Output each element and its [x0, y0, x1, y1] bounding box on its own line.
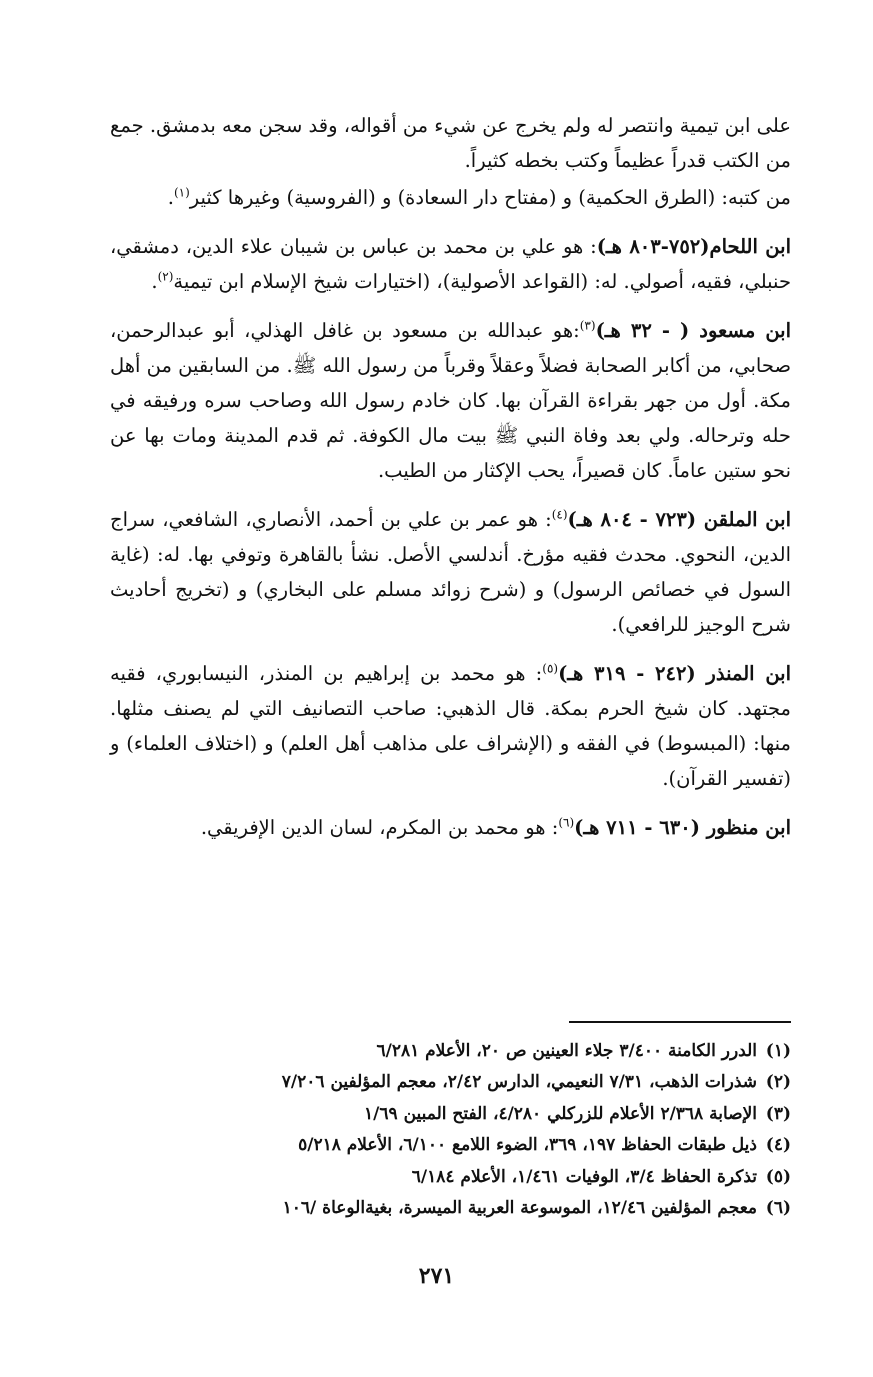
footnote-number: (٣) [765, 1103, 791, 1124]
entry-paragraph [110, 656, 791, 796]
entry-end: . [151, 270, 158, 293]
entry-text: : هو محمد بن المكرم، لسان الدين الإفريقي. [200, 816, 559, 839]
entry-text: : هو محمد بن إبراهيم بن المنذر، النيسابوري، فقيه مجتهد. كان شيخ الحرم بمكة. قال الذهبي: صاحب التصانيف التي لم يصنف مثلها. منها: (المبسوط) في الفقه و (الإشراف على مذاهب أهل العلم) و (اختلاف العلماء) و (تفسير القرآن). [110, 662, 791, 790]
footnote-number: (٦) [765, 1198, 791, 1219]
footnote-ref: (٦) [558, 815, 575, 830]
footnote-ref: (٥) [542, 661, 559, 676]
continuation-text: على ابن تيمية وانتصر له ولم يخرج عن شيء من أقواله، وقد سجن معه بدمشق. جمع من الكتب قدراً عظيماً وكتب بخطه كثيراً. [109, 114, 791, 172]
entry-headword: ابن مسعود ( - ٣٢ هـ) [595, 319, 792, 342]
footnote-ref: (١) [173, 185, 190, 200]
entry-text: : هو عمر بن علي بن أحمد، الأنصاري، الشافعي، سراج الدين، النحوي. محدث فقيه مؤرخ. أندلسي الأصل. نشأ بالقاهرة وتوفي بها. له: (غاية السول في خصائص الرسول) و (شرح زوائد مسلم على البخاري) و (تخريج أحاديث شرح الوجيز للرافعي). [110, 508, 791, 636]
footnote-text: تذكرة الحفاظ ٣/٤، الوفيات ١/٤٦١، الأعلام ٦/١٨٤ [411, 1166, 757, 1187]
footnote-divider [569, 1021, 791, 1023]
footnote-ref: (٣) [579, 318, 596, 333]
footnote [110, 1193, 791, 1224]
entry-text: :هو عبدالله بن مسعود بن غافل الهذلي، أبو عبدالرحمن، صحابي، من أكابر الصحابة فضلاً وعقلاً وقرباً من رسول الله ﷺ. من السابقين من أهل مكة. أول من جهر بقراءة القرآن بها. كان خادم رسول الله وصاحب سره ورفيقه في حله وترحاله. ولي بعد وفاة النبي ﷺ بيت مال الكوفة. ثم قدم المدينة ومات بها عن نحو ستين عاماً. كان قصيراً، يحب الإكثار من الطيب. [110, 319, 791, 482]
entry-text: : هو علي بن محمد بن عباس بن شيبان علاء الدين، دمشقي، حنبلي، فقيه، أصولي. له: (القواعد الأصولية)، (اختيارات شيخ الإسلام ابن تيمية [110, 235, 791, 293]
books-text: من كتبه: (الطرق الحكمية) و (مفتاح دار السعادة) و (الفروسية) وغيرها كثير [189, 186, 791, 209]
footnote [110, 1036, 791, 1067]
entry-paragraph [110, 810, 791, 845]
entry-headword: ابن اللحام(٧٥٢-٨٠٣ هـ) [596, 235, 791, 258]
footnote-text: معجم المؤلفين ١٢/٤٦، الموسوعة العربية الميسرة، بغيةالوعاة /١٠٦ [282, 1198, 757, 1219]
main-text [110, 108, 791, 845]
entry-headword: ابن الملقن (٧٢٣ - ٨٠٤ هـ) [567, 508, 791, 531]
continuation-paragraph [110, 108, 791, 178]
footnote-number: (٢) [765, 1072, 791, 1093]
entry-headword: ابن منظور (٦٣٠ - ٧١١ هـ) [574, 816, 791, 839]
footnote [110, 1130, 791, 1161]
footnote-ref: (٤) [551, 507, 568, 522]
entry-paragraph [110, 229, 791, 299]
footnote-number: (١) [765, 1041, 791, 1061]
footnote [110, 1162, 791, 1193]
footnote [110, 1067, 791, 1098]
footnote-text: الدرر الكامنة ٣/٤٠٠ جلاء العينين ص ٢٠، الأعلام ٦/٢٨١ [376, 1041, 757, 1061]
entry-paragraph [110, 313, 791, 488]
page-number: ٢٧١ [418, 1263, 455, 1289]
footnote-text: شذرات الذهب، ٧/٣١ النعيمي، الدارس ٢/٤٢، معجم المؤلفين ٧/٢٠٦ [281, 1072, 757, 1093]
footnote-number: (٤) [765, 1135, 791, 1156]
footnote [110, 1099, 791, 1130]
books-paragraph [110, 180, 791, 215]
footnote-ref: (٢) [157, 269, 174, 284]
entry-paragraph [110, 502, 791, 642]
footnote-text: ذيل طبقات الحفاظ ١٩٧، ٣٦٩، الضوء اللامع ٦/١٠٠، الأعلام ٥/٢١٨ [298, 1135, 757, 1156]
footnote-text: الإصابة ٢/٣٦٨ الأعلام للزركلي ٤/٢٨٠، الفتح المبين ١/٦٩ [364, 1103, 757, 1124]
entry-headword: ابن المنذر (٢٤٢ - ٣١٩ هـ) [558, 662, 792, 685]
books-end: . [167, 186, 174, 209]
footnote-number: (٥) [765, 1166, 791, 1187]
footnotes-list [110, 1036, 791, 1224]
